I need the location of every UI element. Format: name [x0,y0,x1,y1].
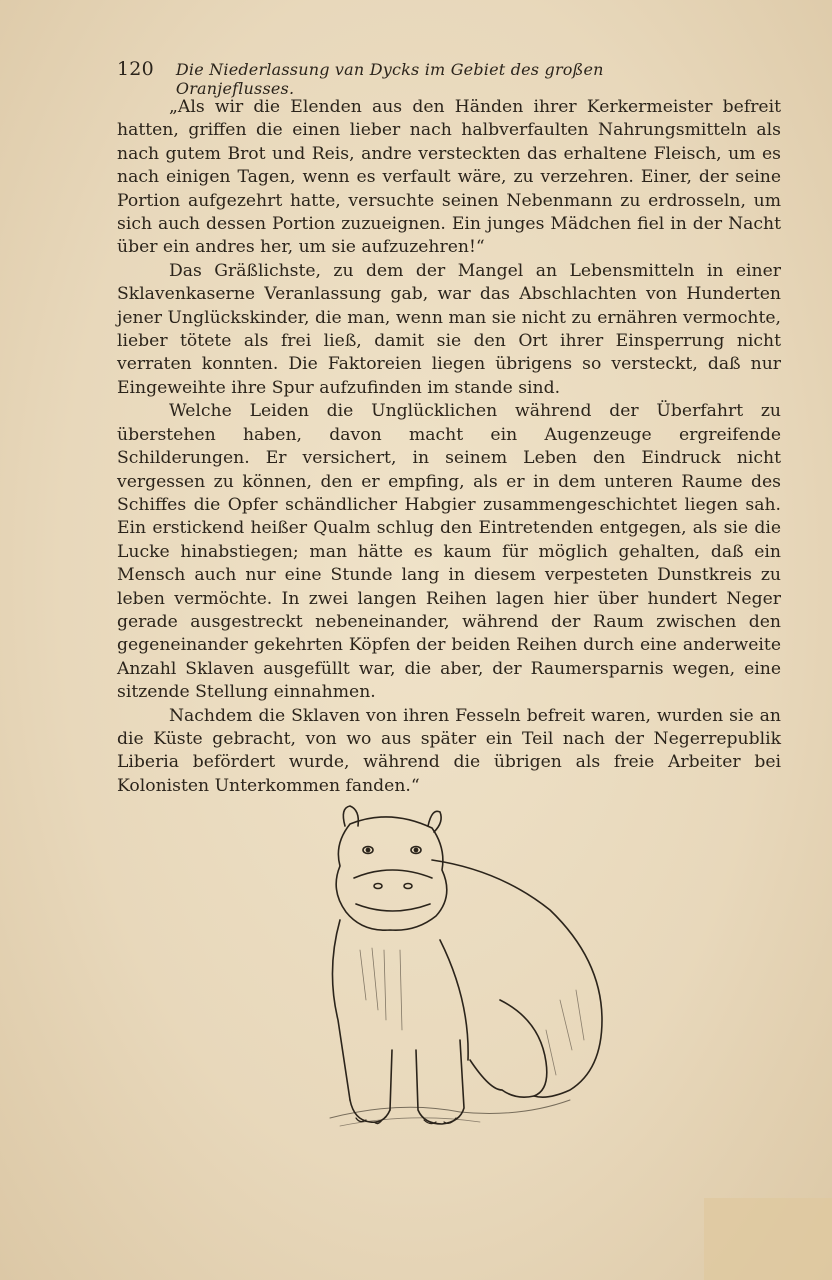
hippopotamus-illustration [320,800,620,1140]
paragraph-1: „Als wir die Elenden aus den Händen ihrer Kerkermeister befreit hatten, griffen die einen lieber nach halbverfaulten Nahrungsmitteln als nach gutem Brot und Reis, andre versteckten das erhaltene Fleisch, um es nach einigen Tagen, wenn es verfault wäre, zu verzehren. Einer, der seine Portion aufgezehrt hatte, versuchte seinen Nebenmann zu erdrosseln, um sich auch dessen Portion zuzueignen. Ein junges Mädchen fiel in der Nacht über ein andres her, um sie aufzuzehren!“ [117,97,781,258]
running-head: Die Niederlassung van Dycks im Gebiet des großen Oranjeflusses. [175,60,604,98]
body-text [117,96,781,798]
page-header [117,58,727,98]
paragraph-3: Welche Leiden die Unglücklichen während der Überfahrt zu überstehen haben, davon macht ein Augenzeuge ergreifende Schilderungen. Er versichert, in seinem Leben den Eindruck nicht vergessen zu können, den er empfing, als er in dem unteren Raume des Schiffes die Opfer schändlicher Habgier zusammengeschichtet liegen sah. Ein erstickend heißer Qualm schlug den Eintretenden entgegen, als sie die Lucke hinabstiegen; man hätte es kaum für möglich gehalten, daß ein Mensch auch nur eine Stunde lang in diesem verpesteten Dunstkreis zu leben vermöchte. In zwei langen Reihen lagen hier über hundert Neger gerade ausgestreckt nebeneinander, während der Raum zwischen den gegeneinander gekehrten Köpfen der beiden Reihen durch eine anderweite Anzahl Sklaven ausgefüllt war, die aber, der Raumersparnis wegen, eine sitzende Stellung einnahmen. [117,401,781,703]
paper-stain [704,1198,832,1280]
paragraph-2: Das Gräßlichste, zu dem der Mangel an Lebensmitteln in einer Sklavenkaserne Veranlassung gab, war das Abschlachten von Hunderten jener Unglückskinder, die man, wenn man sie nicht zu ernähren vermochte, lieber tötete als frei ließ, damit sie den Ort ihrer Einsperrung nicht verraten konnten. Die Faktoreien liegen übrigens so versteckt, daß nur Eingeweihte ihre Spur aufzufinden im stande sind. [117,260,781,398]
page-number: 120 [117,58,154,80]
paragraph-4: Nachdem die Sklaven von ihren Fesseln befreit waren, wurden sie an die Küste gebracht, von wo aus später ein Teil nach der Negerrepublik Liberia befördert wurde, während die übrigen als freie Arbeiter bei Kolonisten Unterkommen fanden.“ [117,705,781,796]
